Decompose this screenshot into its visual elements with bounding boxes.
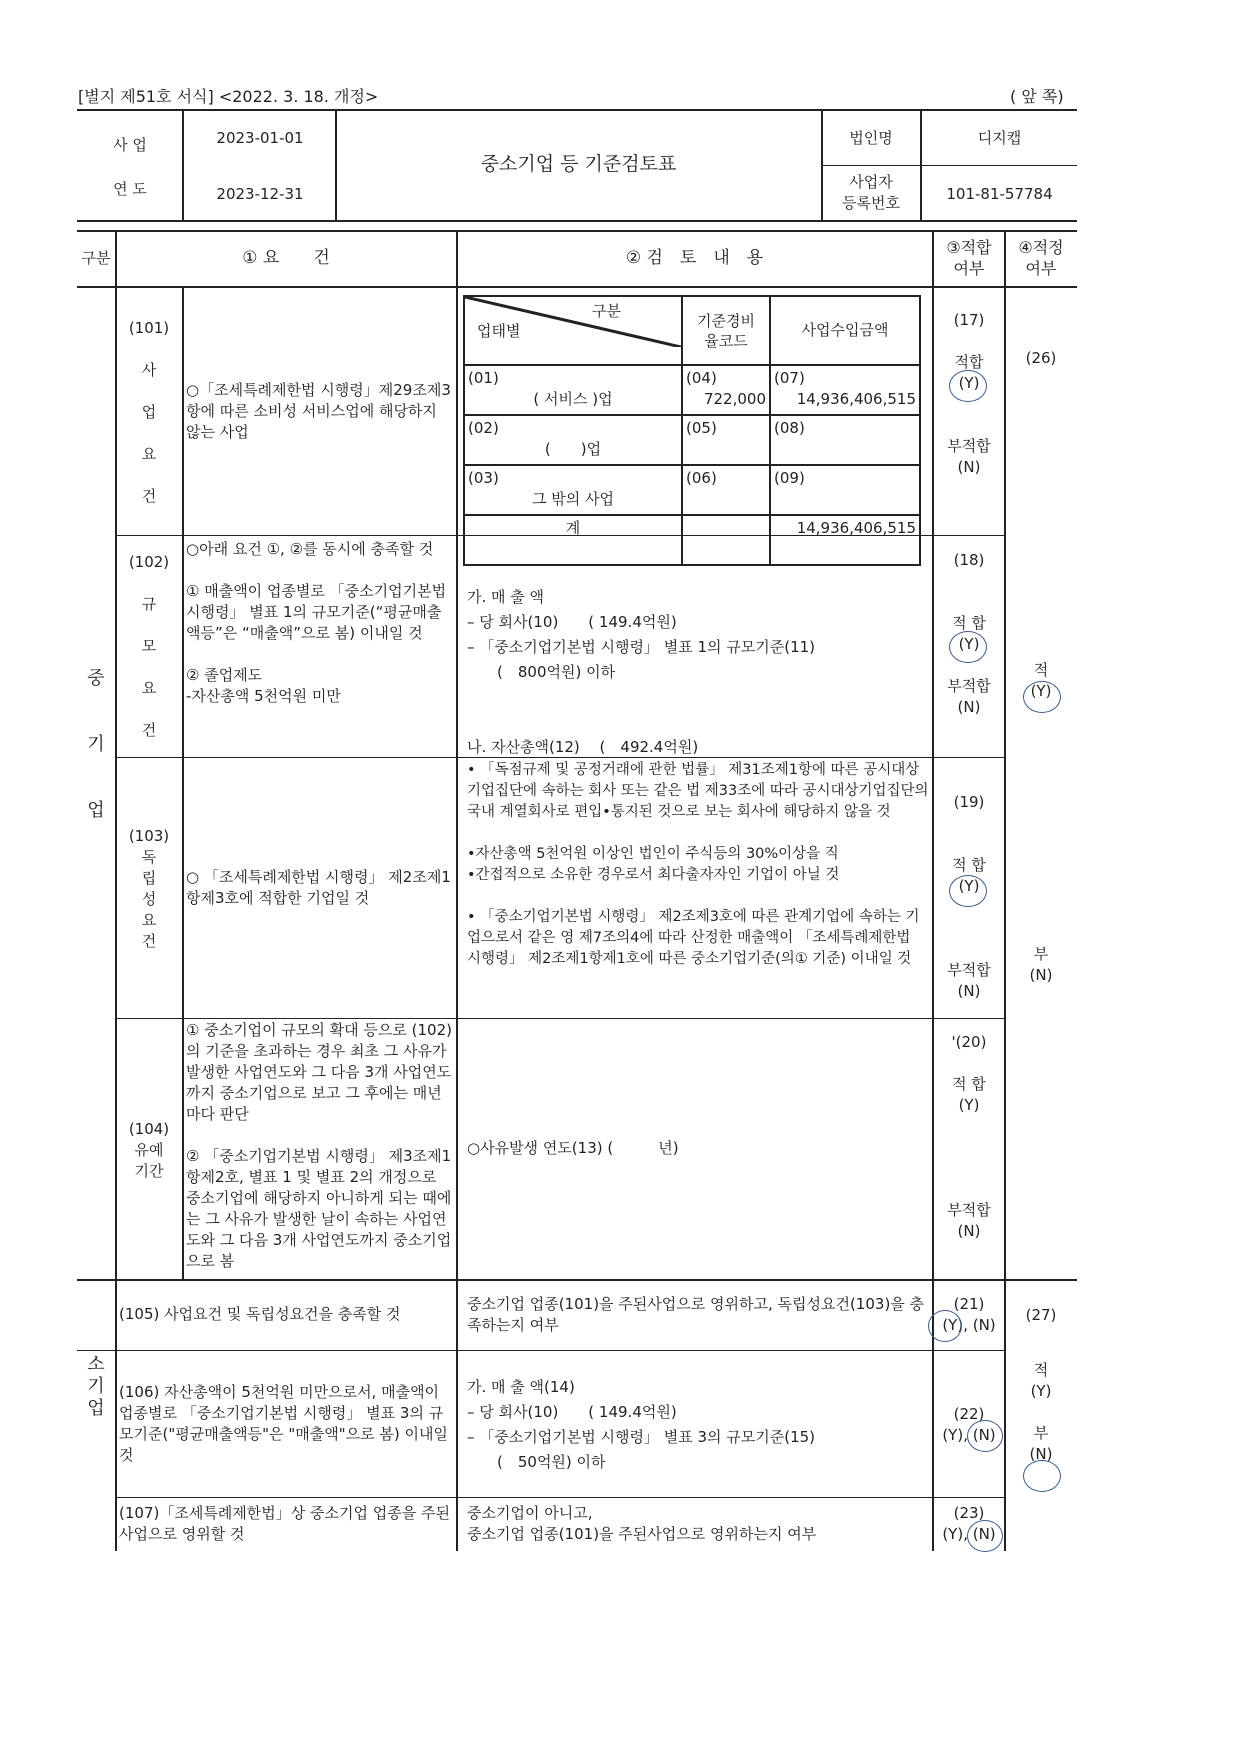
small-final: 적 (Y) 부 (N)	[1029, 1361, 1053, 1463]
row-code: (02)	[468, 419, 499, 437]
row-code: (06)	[686, 469, 717, 487]
h-gubun: 구분	[592, 302, 621, 320]
table-row	[464, 465, 920, 515]
mid-final-no: 부 (N)	[1029, 945, 1053, 984]
r105-review: 중소기업 업종(101)을 주된사업으로 영위하고, 독립성요건(103)을 충족하는지 여부	[467, 1295, 925, 1334]
reg-no: 101-81-57784	[946, 185, 1053, 203]
selected-circle	[949, 370, 987, 402]
row-name: ( )업	[544, 440, 602, 458]
selected-circle	[967, 1420, 1003, 1452]
r101-requirement: ○「조세특례제한법 시행령」제29조제3항에 따른 소비성 서비스업에 해당하지 않는 사업	[186, 381, 451, 441]
revenue: 14,936,406,515	[796, 390, 916, 408]
corp-name-label: 법인명	[849, 129, 893, 147]
page-side: ( 앞 쪽)	[1010, 87, 1064, 106]
col-fit: ③적합 여부	[946, 238, 992, 278]
row-name: ( 서비스 )업	[533, 390, 613, 408]
r105-fit: (21) (Y), (N)	[942, 1295, 996, 1334]
group-mid-enterprise: 중 기 업	[87, 668, 105, 821]
r102-fit: (18) 적 합 (Y) 부적합 (N)	[947, 551, 991, 716]
corp-name: 디지캡	[977, 129, 1022, 147]
row-code: (09)	[774, 469, 805, 487]
selected-circle	[949, 631, 987, 663]
r101-label: (101) 사 업 요 건	[128, 319, 170, 505]
r107-review: 중소기업이 아니고, 중소기업 업종(101)을 주된사업으로 영위하는지 여부	[467, 1504, 817, 1543]
total-row	[464, 515, 920, 565]
row-code: (04)	[686, 369, 717, 387]
mid-final-yes: 적 (Y)	[1030, 661, 1052, 700]
h-code: 기준경비 율코드	[682, 296, 770, 365]
business-year-label: 사 업 연 도	[113, 136, 147, 198]
form-label: [별지 제51호 서식] <2022. 3. 18. 개정>	[78, 87, 379, 106]
table-row	[464, 365, 920, 415]
h-amount: 사업수입금액	[770, 296, 920, 365]
r103-fit: (19) 적 합 (Y) 부적합 (N)	[947, 793, 991, 1000]
year-start: 2023-01-01	[216, 129, 304, 147]
group-small-enterprise: 소 기 업	[87, 1354, 105, 1419]
col-review: ② 검 토 내 용	[625, 248, 764, 268]
row-code: (07)	[774, 369, 805, 387]
selected-circle	[967, 1520, 1003, 1552]
r104-label: (104) 유예 기간	[128, 1120, 170, 1180]
reg-no-label: 사업자 등록번호	[842, 173, 900, 212]
r106-review: 가. 매 출 액(14) – 당 회사(10) ( 149.4억원) – 「중소기업기본법 시행령」 별표 3의 규모기준(15) ( 50억원) 이하	[467, 1378, 816, 1471]
diag-header-cell	[464, 296, 682, 365]
r103-review: • 「독점규제 및 공정거래에 관한 법률」 제31조제1항에 따른 공시대상기업집단에 속하는 회사 또는 같은 법 제33조에 따라 공시대상기업집단의 국내 계열회사로 편입•통지된 것으로 보는 회사에 해당하지 않을 것 •자산총액 5천억원 이상인 법인이 주식등의 30%이상을 직 •간접적으로 소유한 경우로서 최다출자자인 기업이 아닐 것 • 「중소기업기본법 시행령」 제2조제3호에 따른 관계기업에 속하는 기업으로서 같은 영 제7조의4에 따라 산정한 매출액이 「조세특례제한법 시행령」 제2조제1항제1호에 따른 중소기업기준(의① 기준) 이내일 것	[467, 762, 929, 967]
r105-requirement: (105) 사업요건 및 독립성요건을 충족할 것	[119, 1305, 401, 1323]
col-gubun: 구분	[81, 249, 111, 267]
row-code: (01)	[468, 369, 499, 387]
r101-final: (26)	[1025, 349, 1057, 367]
r102-review: 가. 매 출 액 – 당 회사(10) ( 149.4억원) – 「중소기업기본법 시행령」 별표 1의 규모기준(11) ( 800억원) 이하 나. 자산총액(12) ( 492.4억원)	[467, 588, 816, 756]
col-requirements: ① 요 건	[242, 248, 330, 268]
form-title: 중소기업 등 기준검토표	[480, 153, 677, 175]
total-label: 계	[464, 515, 682, 565]
r104-review: ○사유발생 연도(13) ( 년)	[467, 1139, 679, 1157]
row-name: 그 밖의 사업	[532, 490, 614, 508]
r104-fit: '(20) 적 합 (Y) 부적합 (N)	[947, 1033, 991, 1240]
row-code: (03)	[468, 469, 499, 487]
r104-requirement: ① 중소기업이 규모의 확대 등으로 (102)의 기준을 초과하는 경우 최초 그 사유가 발생한 사업연도와 그 다음 3개 사업연도까지 중소기업으로 보고 그 후에는 매년마다 판단 ② 「중소기업기본법 시행령」 제3조제1항제2호, 별표 1 및 별표 2의 개정으로 중소기업에 해당하지 아니하게 되는 때에는 그 사유가 발생한 날이 속하는 사업연도와 그 다음 3개 사업연도까지 중소기업으로 봄	[186, 1021, 452, 1270]
r107-fit: (23) (Y), (N)	[942, 1504, 996, 1543]
r107-requirement: (107)「조세특례제한법」상 중소기업 업종을 주된 사업으로 영위할 것	[119, 1504, 450, 1543]
r103-label: (103) 독 립 성 요 건	[128, 827, 170, 950]
row-code: (08)	[774, 419, 805, 437]
year-end: 2023-12-31	[216, 185, 304, 203]
expense-code: 722,000	[703, 390, 766, 408]
business-type-table	[463, 295, 921, 566]
selected-circle	[949, 875, 987, 907]
selected-circle	[928, 1310, 962, 1342]
r106-requirement: (106) 자산총액이 5천억원 미만으로서, 매출액이 업종별로 「중소기업기본법 시행령」 별표 3의 규모기준("평균매출액등"은 "매출액"으로 봄) 이내일 것	[119, 1383, 448, 1464]
r102-label: (102) 규 모 요 건	[128, 553, 170, 739]
total-amount: 14,936,406,515	[770, 515, 920, 565]
r105-final: (27)	[1025, 1306, 1057, 1324]
h-type: 업태별	[477, 322, 521, 340]
row-code: (05)	[686, 419, 717, 437]
selected-circle	[1023, 681, 1061, 713]
selected-circle	[1023, 1460, 1061, 1492]
r106-fit: (22) (Y), (N)	[942, 1405, 996, 1444]
table-row	[464, 415, 920, 465]
r102-requirement: ○아래 요건 ①, ②를 동시에 충족할 것 ① 매출액이 업종별로 「중소기업기본법 시행령」 별표 1의 규모기준(“평균매출액등”은 “매출액”으로 봄) 이내일 것 ② 졸업제도 -자산총액 5천억원 미만	[186, 540, 447, 705]
r103-requirement: ○ 「조세특례제한법 시행령」 제2조제1항제3호에 적합한 기업일 것	[186, 868, 451, 907]
col-proper: ④적정 여부	[1018, 238, 1064, 278]
r101-fit: (17) 적합 (Y) 부적합 (N)	[947, 311, 991, 476]
